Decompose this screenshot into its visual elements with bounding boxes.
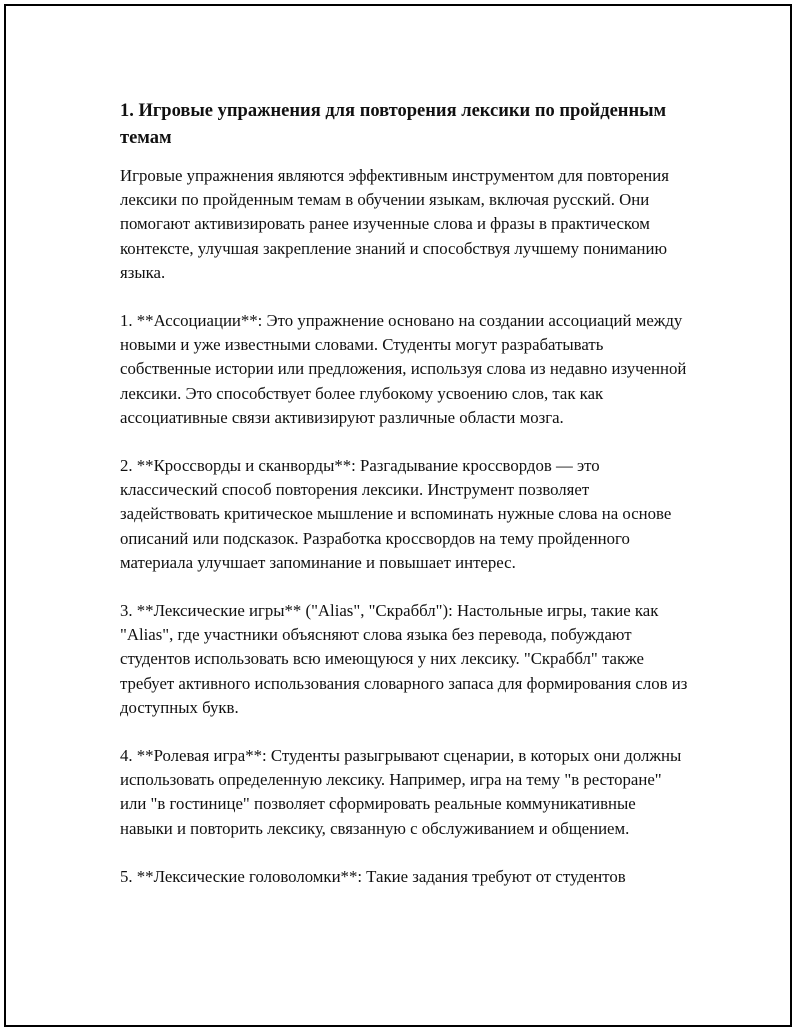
list-item-puzzles: 5. **Лексические головоломки**: Такие задания требуют от студентов — [120, 866, 626, 886]
list-item-role-play: 4. **Ролевая игра**: Студенты разыгрывают сценарии, в которых они должны использовать определенную лексику. Например, игра на тему "в ресторане" или "в гостинице" позволяет сформировать реальные коммуникативные навыки и повторить лексику, связанную с обслуживанием и общением. — [120, 746, 682, 838]
document-page — [4, 4, 792, 1027]
list-item-lexical-games: 3. **Лексические игры** ("Alias", "Скраббл"): Настольные игры, такие как "Alias", где участники объясняют слова языка без перевода, побуждают студентов использовать всю имеющуюся у них лексику. "Скраббл" также требует активного использования словарного запаса для формирования слов из доступных букв. — [120, 601, 688, 717]
document-body — [120, 98, 690, 913]
intro-paragraph: Игровые упражнения являются эффективным инструментом для повторения лексики по пройденным темам в обучении языкам, включая русский. Они помогают активизировать ранее изученные слова и фразы в практическом контексте, улучшая закрепление знаний и способствуя лучшему пониманию языка. — [120, 166, 669, 282]
section-heading: 1. Игровые упражнения для повторения лексики по пройденным темам — [120, 101, 667, 148]
list-item-crosswords: 2. **Кроссворды и сканворды**: Разгадывание кроссвордов — это классический способ повторения лексики. Инструмент позволяет задействовать критическое мышление и вспоминать нужные слова на основе описаний или подсказок. Разработка кроссвордов на тему пройденного материала улучшает запоминание и повышает интерес. — [120, 456, 672, 572]
list-item-associations: 1. **Ассоциации**: Это упражнение основано на создании ассоциаций между новыми и уже известными словами. Студенты могут разрабатывать собственные истории или предложения, используя слова из недавно изученной лексики. Это способствует более глубокому усвоению слов, так как ассоциативные связи активизируют различные области мозга. — [120, 311, 687, 427]
